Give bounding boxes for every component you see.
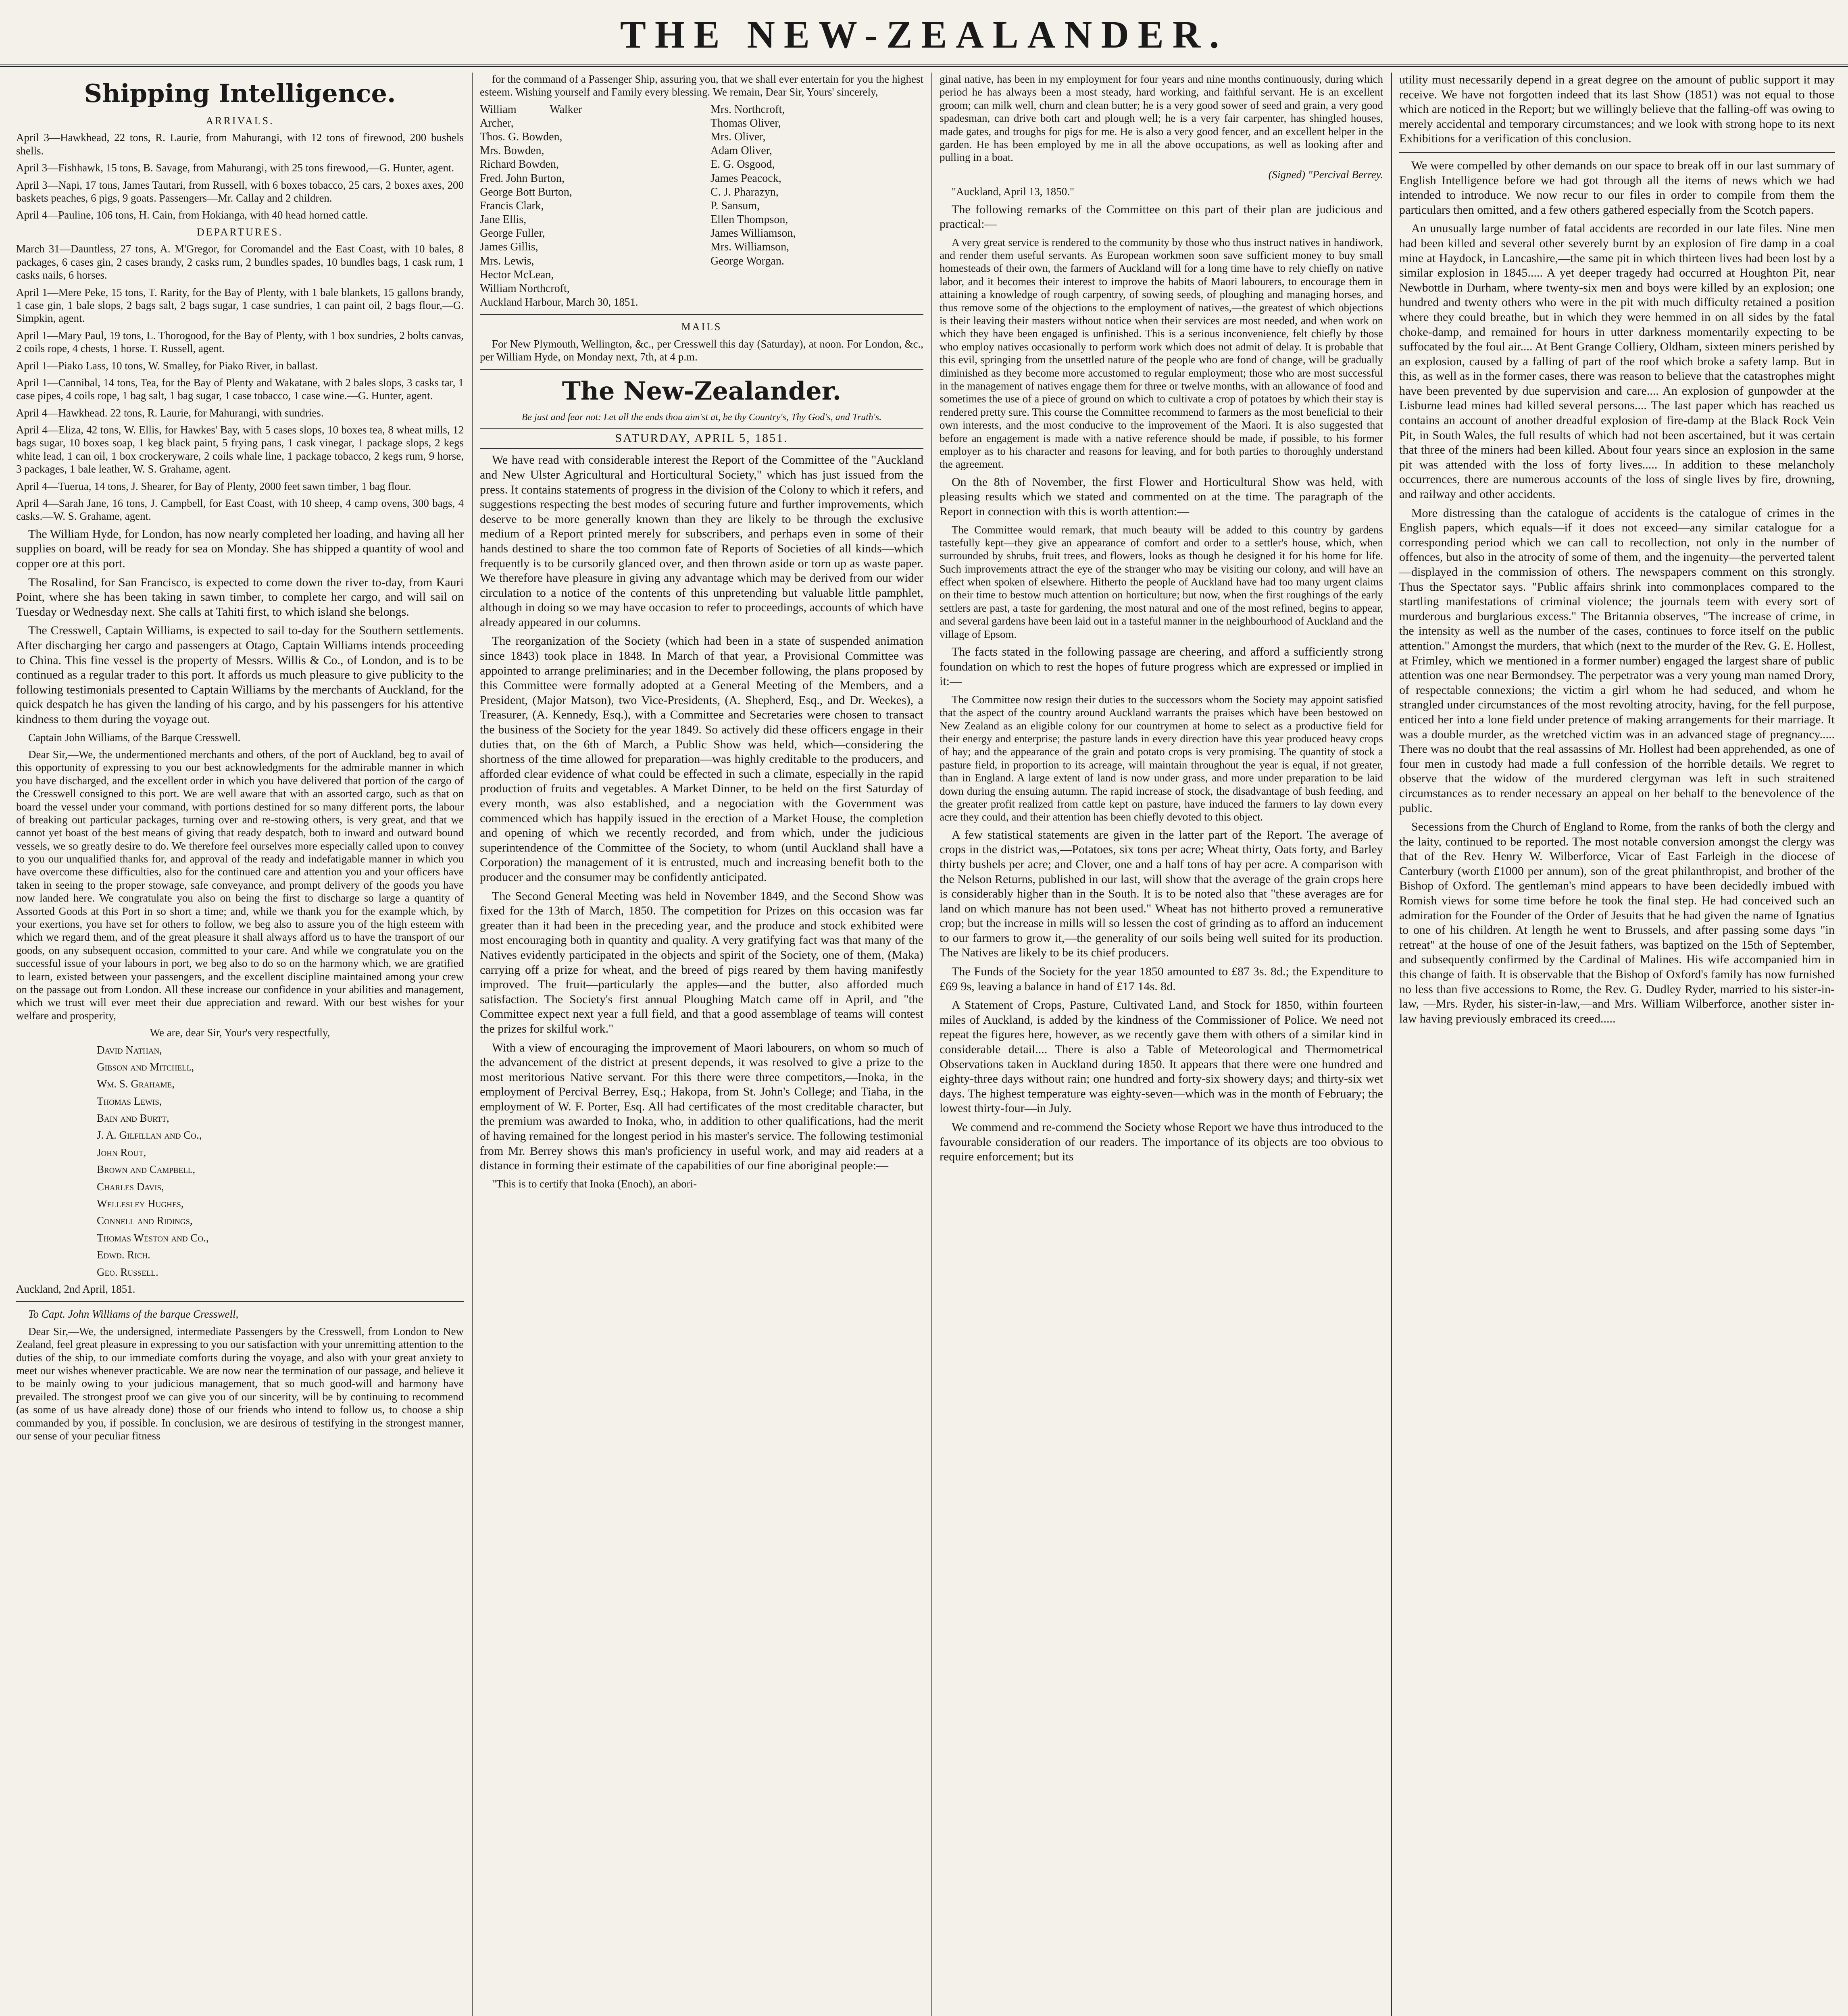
article-paragraph: More distressing than the catalogue of accidents is the catalogue of crimes in the English papers, which equals—if it does not exceed—any similar catalogue for a corresponding period which we can call to recollection, not only in the number of offences, but also in the atrocity of some of them, and the ingenuity—the perverted talent—displayed in the commission of others. The newspapers comment on this strongly. Thus the Spectator says. "Public affairs shrink into commonplaces compared to the startling manifestations of criminal violence; the journals teem with every sort of murderous and burglarious excess." The Britannia observes, "The increase of crime, in the intensity as well as the number of the cases, continues to force itself on the public attention." Amongst the murders, that which (next to the murder of the Rev. G. E. Hollest, at Frimley, which we mentioned in a former number) engaged the largest share of public attention was one near Bermondsey. The perpetrator was a very young man named Drory, of respectable connexions; the victim a girl whom he had seduced, and whom he strangled under circumstances of the most revolting atrocity, having, for the fell purpose, enticed her into a lone field under pretence of making arrangements for their marriage. It was a double murder, as the wretched victim was in an advanced stage of pregnancy..... There was no doubt that the real assassins of Mr. Hollest had been apprehended, as one of four men in custody had made a full confession of the horrible details. We regret to observe that the widow of the murdered clergyman was left in such straitened circumstances as to render necessary an appeal on her behalf to the benevolence of the public. xyxy=(1399,506,1835,815)
passenger-name: George Bott Burton, xyxy=(480,185,572,198)
signer: Geo. Russell. xyxy=(97,1266,158,1278)
departure-item: April 4—Tuerua, 14 tons, J. Shearer, for Bay of Plenty, 2000 feet sawn timber, 1 bag flour. xyxy=(16,480,411,492)
editorial-paragraph: We have read with considerable interest the Report of the Committee of the "Auckland and New Ulster Agricultural and Horticultural Society," which has just issued from the press. It contains statements of progress in the division of the Colony to which it refers, and suggestions respecting the best modes of securing future and further improvements, which deserve to be more generally known than they are likely to be through the exclusive medium of a Report printed merely for subscribers, and perhaps even in some of their hands destined to share the too common fate of Reports of Societies of all kinds—which frequently is to be cursorily glanced over, and then thrown aside or torn up as waste paper. We therefore have pleasure in giving any advantage which may be derived from our wider circulation to a notice of the contents of this unpretending but valuable little pamphlet, although in doing so we may have occasion to refer to proceedings, accounts of which have already appeared in our columns. xyxy=(480,453,923,629)
signer: Brown and Campbell, xyxy=(97,1163,196,1176)
passenger-name: Adam Oliver, xyxy=(710,144,772,157)
paper-title: The New-Zealander. xyxy=(562,376,842,406)
passenger-name: Mrs. Williamson, xyxy=(710,241,790,254)
passenger-name: George Fuller, xyxy=(480,227,545,240)
testimonial-date: "Auckland, April 13, 1850." xyxy=(952,185,1075,198)
column-1 xyxy=(16,73,464,2016)
editorial-paragraph: "This is to certify that Inoka (Enoch), an abori- xyxy=(492,1177,697,1190)
testimonial-signature: (Signed) "Percival Berrey. xyxy=(1268,168,1383,181)
article-paragraph: We were compelled by other demands on our space to break off in our last summary of English Intelligence before we had got through all the items of news which we had intended to introduce. We now recur to our files in order to compile from them the particulars then omitted, and a few others gathered especially from the Scotch papers. xyxy=(1399,158,1835,217)
passenger-name: Fred. John Burton, xyxy=(480,172,565,185)
signer: Charles Davis, xyxy=(97,1180,164,1193)
signers-list xyxy=(16,1043,464,1279)
dateline: SATURDAY, APRIL 5, 1851. xyxy=(480,428,923,449)
column-2 xyxy=(480,73,923,2016)
letter-continuation: for the command of a Passenger Ship, assuring you, that we shall ever entertain for you the highest esteem. Wishing yourself and Family every blessing. We remain, Dear Sir, Yours' sincerely, xyxy=(480,73,923,98)
signer: Edwd. Rich. xyxy=(97,1249,150,1261)
passenger-name: Thomas Oliver, xyxy=(710,117,781,129)
departure-item: April 1—Mary Paul, 19 tons, L. Thorogood, for the Bay of Plenty, with 1 box sundries, 2 bolts canvas, 2 coils rope, 4 chests, 1 horse. T. Russell, agent. xyxy=(16,329,464,355)
signer: Thomas Weston and Co., xyxy=(97,1231,209,1244)
names-left xyxy=(480,103,693,296)
passenger-name: Richard Bowden, xyxy=(480,158,559,171)
editorial-paragraph: The Second General Meeting was held in November 1849, and the Second Show was fixed for the 13th of March, 1850. The competition for Prizes on this occasion was far greater than it had been in the preceding year, and the produce and stock exhibited were most encouraging both in quantity and quality. A very gratifying fact was that many of the Natives evidently participated in the objects and spirit of the Society, one of them, (Maka) carrying off a prize for wheat, and the breed of pigs reared by them having manifestly improved. The fruit—particularly the apples—and the butter, also afforded much satisfaction. The Society's first annual Ploughing Match came off in April, and "the Committee expect next year a full field, and that a good assemblage of teams will contest the prizes for skilful work." xyxy=(480,889,923,1035)
shipping-paragraph: The Cresswell, Captain Williams, is expected to sail to-day for the Southern settlements. After discharging her cargo and passengers at Otago, Captain Williams intends proceeding to China. This fine vessel is the property of Messrs. Willis & Co., of London, and is to be continued as a regular trader to this port. It affords us much pleasure to give publicity to the following testimonials presented to Captain Williams by the merchants of Auckland, for the quick despatch he has given the landing of his cargo, and by his passengers for his attentive kindness to them during the voyage out. xyxy=(16,624,464,726)
passenger-name: Ellen Thompson, xyxy=(710,213,788,226)
article-paragraph: The Funds of the Society for the year 1850 amounted to £87 3s. 8d.; the Expenditure to £69 9s, leaving a balance in hand of £17 14s. 8d. xyxy=(940,965,1383,993)
signer: Wellesley Hughes, xyxy=(97,1198,184,1210)
article-paragraph: A few statistical statements are given in the latter part of the Report. The average of crops in the district was,—Potatoes, six tons per acre; Wheat thirty, Oats forty, and Barley thirty bushels per acre; and Clover, one and a half tons of hay per acre. A comparison with the Nelson Returns, published in our last, will show that the average of the grain crops here is considerably higher than in the South. It is to be noted also that "these averages are for land on which manure has not been used." Wheat has not hitherto proved a remunerative crop; but the increase in mills will so lessen the cost of grinding as to afford an inducement to our farmers to grow it,—the generality of our soils being well suited for its production. The Natives are likely to be its chief producers. xyxy=(940,828,1383,960)
arrival-item: April 3—Napi, 17 tons, James Tautari, from Russell, with 6 boxes tobacco, 25 cars, 2 boxes axes, 200 baskets peaches, 6 pigs, 9 goats. Passengers—Mr. Callay and 2 children. xyxy=(16,179,464,204)
signer: John Rout, xyxy=(97,1146,146,1158)
divider xyxy=(1399,152,1835,153)
signer: J. A. Gilfillan and Co., xyxy=(97,1129,202,1141)
motto: Be just and fear not: Let all the ends thou aim'st at, be thy Country's, Thy God's, and Truth's. xyxy=(521,412,882,423)
signer: Thomas Lewis, xyxy=(97,1095,162,1107)
shipping-paragraph: The William Hyde, for London, has now nearly completed her loading, and having all her supplies on board, will be ready for sea on Monday. She has shipped a quantity of wool and copper ore at this port. xyxy=(16,527,464,571)
editorial-paragraph: With a view of encouraging the improvement of Maori labourers, on whom so much of the advancement of the district at present depends, it was resolved to give a prize to the most meritorious Native servant. For this there were three competitors,—Inoka, in the employment of Percival Berrey, Esq.; Hakopa, from St. John's College; and Tiaha, in the employment of W. F. Porter, Esq. All had certificates of the most creditable character, but the premium was awarded to Inoka, who, in addition to other qualifications, had the merit of having remained for the longest period in his master's service. The following testimonial from Mr. Berrey shows this man's proficiency in useful work, and may aid readers at a distance in forming their estimate of the capabilities of our fine aboriginal people:— xyxy=(480,1041,923,1173)
article-paragraph: utility must necessarily depend in a great degree on the amount of public support it may receive. We have not forgotten indeed that its last Show (1851) was not equal to those which are noticed in the Report; but we willingly believe that the falling-off was owing to merely accidental and temporary circumstances; and we look with strong hope to its next Exhibitions for a verification of this conclusion. xyxy=(1399,73,1835,146)
passenger-name: William Walker Archer, xyxy=(480,103,582,129)
departures-list xyxy=(16,242,464,523)
departure-item: April 4—Eliza, 42 tons, W. Ellis, for Hawkes' Bay, with 5 cases slops, 10 boxes tea, 8 wheat mills, 12 bags sugar, 10 boxes soap, 1 keg black paint, 5 frying pans, 1 cask vinegar, 1 package slops, 2 kegs white lead, 1 can oil, 1 box crockeryware, 2 coils whale line, 1 package tobacco, 2 kegs rum, 9 horse, 3 packages, 1 bale leather, W. S. Grahame, agent. xyxy=(16,424,464,475)
passenger-name: Mrs. Lewis, xyxy=(480,254,534,267)
passenger-name: P. Sansum, xyxy=(710,199,760,212)
column-3 xyxy=(940,73,1383,2016)
arrival-item: April 3—Hawkhead, 22 tons, R. Laurie, from Mahurangi, with 12 tons of firewood, 200 bushels shells. xyxy=(16,131,464,157)
article-paragraph: The following remarks of the Committee on this part of their plan are judicious and practical:— xyxy=(940,202,1383,231)
mails-body: For New Plymouth, Wellington, &c., per Cresswell this day (Saturday), at noon. For London, &c., per William Hyde, on Monday next, 7th, at 4 p.m. xyxy=(480,338,923,363)
departures-label: DEPARTURES. xyxy=(196,226,283,238)
article-paragraph: We commend and re-commend the Society whose Report we have thus introduced to the favourable consideration of our readers. The importance of its objects are too obvious to require enforcement; but its xyxy=(940,1120,1383,1164)
passenger-name: James Williamson, xyxy=(710,227,796,240)
article-paragraph: Secessions from the Church of England to Rome, from the ranks of both the clergy and the laity, continued to be reported. The most notable conversion amongst the clergy was that of the Rev. Henry W. Wilberforce, Vicar of East Farleigh in the diocese of Canterbury (worth £1000 per annum), son of the great philanthropist, and brother of the Bishop of Oxford. The gentleman's mind appears to have been decidedly imbued with Romish views for some time before he took the final step. He had conceived such an admiration for the Founder of the Order of Jesuits that he had given the name of Ignatius to one of his children. At length he went to Brussels, and after passing some days "in retreat" at the house of one of the Jesuit fathers, was baptized on the 15th of September, and subsequently confirmed by the Cardinal of Malines. His wife accompanied him in this change of faith. It is observable that the Bishop of Oxford's family has now furnished no less than five accessions to Rome, the Rev. G. Dudley Ryder, married to his sister-in-law, —Mrs. Ryder, his sister-in-law,—and Mrs. William Wilberforce, another sister in-law having previously embraced its creed..... xyxy=(1399,820,1835,1025)
passenger-names xyxy=(480,103,923,296)
editorial-paragraph: The reorganization of the Society (which had been in a state of suspended animation since 1843) took place in 1848. In March of that year, a Provisional Committee was appointed to arrange preliminaries; and in the December following, the plans proposed by this Committee were formally adopted at a General Meeting of the Members, and a President, (Major Matson), two Vice-Presidents, (A. Shepherd, Esq., and Dr. Weekes), a Treasurer, (A. Kennedy, Esq.), with a Committee and Secretaries were chosen to transact the business of the Society for the year 1849. So actively did these officers engage in their duties that, on the 6th of March, a Public Show was held, which—considering the shortness of the time allowed for preparation—was highly creditable to the producers, and afforded clear evidence of what could be effected in such a climate, especially in the rapid production of fruits and vegetables. A Market Dinner, to be held on the first Saturday of every month, was also established, and a negociation with the Government was commenced which has happily issued in the erection of a Market House, the completion and opening of which we recently recorded, and from which, under the judicious superintendence of the Committee of the Society, to whom (until Auckland shall have a Corporation) the management of it is entrusted, much and increasing benefit both to the producer and the consumer may be confidently anticipated. xyxy=(480,634,923,884)
arrival-item: April 4—Pauline, 106 tons, H. Cain, from Hokianga, with 40 head horned cattle. xyxy=(16,209,368,221)
arrival-item: April 3—Fishhawk, 15 tons, B. Savage, from Mahurangi, with 25 tons firewood,—G. Hunter, agent. xyxy=(16,162,454,174)
letter-close: We are, dear Sir, Your's very respectfully, xyxy=(150,1027,330,1039)
passenger-name: Thos. G. Bowden, xyxy=(480,131,563,144)
passenger-name: James Gillis, xyxy=(480,241,538,254)
passenger-name: Jane Ellis, xyxy=(480,213,527,226)
passenger-name: James Peacock, xyxy=(710,172,781,185)
passenger-name: Mrs. Northcroft, xyxy=(710,103,785,116)
arrivals-label: ARRIVALS. xyxy=(206,115,274,127)
column-rule xyxy=(472,73,473,2016)
passenger-name: George Worgan. xyxy=(710,254,784,267)
divider xyxy=(480,369,923,370)
letter-salutation: Captain John Williams, of the Barque Cresswell. xyxy=(28,731,241,744)
article-paragraph: On the 8th of November, the first Flower and Horticultural Show was held, with pleasing results which we stated and commented on at the time. The paragraph of the Report in connection with this is worth attention:— xyxy=(940,475,1383,518)
letter-body: Dear Sir,—We, the undersigned, intermediate Passengers by the Cresswell, from London to New Zealand, feel great pleasure in expressing to you our satisfaction with your unremitting attention to the duties of the ship, to our immediate comforts during the voyage, and also with your great anxiety to meet our wishes whenever practicable. We are now near the termination of our passage, and believe it to be mainly owing to your judicious management, that so much good-will and harmony have prevailed. The strongest proof we can give you of our sincerity, will be by continuing to recommend (as some of us have already done) those of our friends who intend to follow us, to choose a ship commanded by you, if possible. In conclusion, we are desirous of testifying in the strongest manner, our sense of your peculiar fitness xyxy=(16,1325,464,1442)
divider xyxy=(16,1301,464,1302)
signer: David Nathan, xyxy=(97,1043,162,1056)
departure-item: April 4—Hawkhead. 22 tons, R. Laurie, for Mahurangi, with sundries. xyxy=(16,406,324,419)
passenger-name: C. J. Pharazyn, xyxy=(710,185,779,198)
signer: Wm. S. Grahame, xyxy=(97,1078,175,1090)
article-paragraph: A Statement of Crops, Pasture, Cultivated Land, and Stock for 1850, within fourteen miles of Auckland, is added by the kindness of the Commissioner of Police. We need not repeat the figures here, however, as we recently gave them with others of a similar kind in considerable detail.... There is also a Table of Meteorological and Thermometrical Observations taken in Auckland during 1850. It appears that there were one hundred and eighty-three days without rain; one hundred and forty-six showery days; and thirty-six wet days. The highest temperature was eighty-seven—which was in the month of February; the lowest thirty-four—in July. xyxy=(940,998,1383,1115)
article-paragraph: An unusually large number of fatal accidents are recorded in our late files. Nine men had been killed and several other severely burnt by an explosion of fire damp in a coal mine at Haydock, in Lancashire,—the same pit in which thirteen lives had been lost by a similar explosion in 1845..... A yet deeper tragedy had occurred at Houghton Pit, near Newbottle in Durham, where twenty-six men and boys were killed by an explosion; one hundred and twenty others who were in the pit with much difficulty retained a position where they could breathe, but in which they were hemmed in on all sides by the fatal choke-damp, and remained for hours in utter darkness momentarily expecting to be suffocated by the foul air.... At Bent Grange Colliery, Oldham, sixteen miners perished by an explosion, caused by a falling of part of the roof which broke a safety lamp. But in this, as well as in the former cases, there was reason to believe that the catastrophes might have been prevented by due supervision and care.... An explosion of gunpowder at the Lisburne lead mines had killed several persons.... The last paper which has reached us contains an account of another dreadful explosion of fire-damp at the Black Rock Vein Pit, in South Wales, the full results of which had not been ascertained, but it was certain that three of the miners had been killed. About four years since an explosion in the same pit was attended with the loss of forty lives..... In addition to these melancholy occurrences, there are numerous accounts of the loss of single lives by fire, drowning, and railway and other accidents. xyxy=(1399,222,1835,501)
mails-heading: MAILS xyxy=(681,321,722,333)
passenger-name: Francis Clark, xyxy=(480,199,544,212)
article-paragraph: The facts stated in the following passage are cheering, and afford a sufficiently strong foundation on which to rest the hopes of future progress which are expressed or implied in it:— xyxy=(940,645,1383,688)
column-rule xyxy=(1391,73,1392,2016)
report-quote: The Committee now resign their duties to the successors whom the Society may appoint satisfied that the aspect of the country around Auckland warrants the praises which have been bestowed on New Zealand as an eligible colony for our countrymen at home to select as a productive field for their energy and enterprise; the pasture lands in every direction have this year produced heavy crops of hay; and the appearance of the grain and potato crops is very promising. The quantity of stock a pasture field, in proportion to its acreage, will maintain throughout the year is equal, if not greater, than in England. A large extent of land is now under grass, and more under preparation to be laid down during the ensuing autumn. The rapid increase of stock, the disadvantage of bush feeding, and the greater profit realized from cattle kept on pasture, have induced the farmers to lay down every acre they could, and their attention has been chiefly devoted to this object. xyxy=(940,693,1383,823)
arrivals-list xyxy=(16,131,464,221)
passenger-name: Mrs. Oliver, xyxy=(710,131,766,144)
departure-item: April 4—Sarah Jane, 16 tons, J. Campbell, for East Coast, with 10 sheep, 4 camp ovens, 300 bags, 4 casks.—W. S. Grahame, agent. xyxy=(16,497,464,523)
signer: Gibson and Mitchell, xyxy=(97,1060,194,1073)
letter-date: Auckland, 2nd April, 1851. xyxy=(16,1283,135,1295)
signer: Connell and Ridings, xyxy=(97,1214,193,1227)
passenger-name: Mrs. Bowden, xyxy=(480,144,544,157)
report-quote: The Committee would remark, that much beauty will be added to this country by gardens tastefully kept—they give an appearance of comfort and order to a settler's house, which, when surrounded by shrubs, fruit trees, and flowers, looks as though he designed it for his home for life. Such improvements attract the eye of the stranger who may be visiting our colony, and will have an effect when spoken of elsewhere. Hitherto the people of Auckland have had too many urgent claims on their time to bestow much attention on horticulture; but now, when the first roughings of the early settlers are past, a taste for gardening, the most natural and one of the most refined, begins to appear, and several gardens have been laid out in a tasteful manner in the neighbourhood of Auckland and the village of Epsom. xyxy=(940,523,1383,640)
letter-salutation: To Capt. John Williams of the barque Cresswell, xyxy=(28,1308,239,1320)
names-right xyxy=(710,103,923,296)
column-4 xyxy=(1399,73,1835,2016)
passenger-name: E. G. Osgood, xyxy=(710,158,775,171)
testimonial: ginal native, has been in my employment for four years and nine months continuously, during which period he has always been a most steady, hard working, and faithful servant. He is an excellent groom; can milk well, churn and clean butter; he is a very good sower of seed and grain, a very good spadesman, can drive both cart and plough well; he is a very fair carpenter, has shingled houses, made gates, and troughs for pigs for me. He is also a very good fencer, and an excellent helper in the garden. He has been employed by me in all the above occupations, as well as looking after and pulling in a boat. xyxy=(940,73,1383,164)
passenger-name: William Northcroft, xyxy=(480,282,570,295)
departure-item: April 1—Cannibal, 14 tons, Tea, for the Bay of Plenty and Wakatane, with 2 bales slops, 3 casks tar, 1 case pipes, 4 coils rope, 1 bag salt, 1 bag sugar, 1 case tobacco, 1 case wine.—G. Hunter, agent. xyxy=(16,376,464,402)
departure-item: April 1—Mere Peke, 15 tons, T. Rarity, for the Bay of Plenty, with 1 bale blankets, 15 gallons brandy, 1 case gin, 1 bale slops, 2 bags salt, 2 bags sugar, 1 case sundries, 1 can paint oil, 2 bags flour,—G. Simpkin, agent. xyxy=(16,286,464,325)
passenger-name: Hector McLean, xyxy=(480,268,554,281)
names-date: Auckland Harbour, March 30, 1851. xyxy=(480,296,638,308)
departure-item: April 1—Piako Lass, 10 tons, W. Smalley, for Piako River, in ballast. xyxy=(16,359,318,372)
divider xyxy=(480,314,923,315)
report-quote: A very great service is rendered to the community by those who thus instruct natives in handiwork, and render them useful servants. As European workmen soon save sufficient money to buy small homesteads of their own, the farmers of Auckland will for a long time have to rely chiefly on native labor, and it becomes their interest to improve the habits of Maori labourers, to encourage them in attaining a knowledge of rough carpentry, of sowing seeds, of ploughing and managing horses, and thus remove some of the objections to the employment of natives,—the greatest of which objections is their leaving their masters without notice when their services are most needed, and when work on which they have been engaged is unfinished. This is a serious inconvenience, felt chiefly by those who employ natives occasionally to perform work which does not admit of delay. It is probable that this evil, springing from the unsettled nature of the people who are fond of change, will be gradually diminished as they become more accustomed to regular employment; those who are most successful in the management of natives engage them for three or twelve months, with an allowance of food and sometimes the use of a piece of ground on which to cultivate a crop of potatoes by which their stay is rendered pretty sure. This course the Committee recommend to farmers as the most beneficial to their own interests, and the most conducive to the improvement of the Maori. It is also suggested that before an engagement is made with a native reference should be made, if possible, to his former employer as to his character and reasons for leaving, and for both parties to thoroughly understand the agreement. xyxy=(940,236,1383,471)
column-rule xyxy=(931,73,932,2016)
signer: Bain and Burtt, xyxy=(97,1112,169,1125)
letter-body: Dear Sir,—We, the undermentioned merchants and others, of the port of Auckland, beg to avail of this opportunity of expressing to you our best acknowledgments for the admirable manner in which you have discharged, and the excellent order in which you have delivered that portion of the cargo of the Cresswell consigned to this port. We are well aware that with an assorted cargo, such as that on board the vessel under your command, with portions destined for so many different ports, the labour of breaking out particular packages, turning over and re-stowing others, is very great, and that we cannot yet boast of the best means of giving that ready despatch, both to inward and outward bound vessels, we so greatly desire to do. We therefore feel ourselves more especially called upon to convey to you our unqualified thanks for, and approval of the ready and indefatigable manner in which you have overcome these difficulties, also for the continued care and attention you and your officers have taken in seeing to the proper stowage, safe conveyance, and prompt delivery of the goods you have now landed here. We congratulate you also on being the first to discharge so large a quantity of Assorted Goods at this Port in so short a time; and, while we thank you for the example which, by your exertions, you have set for others to follow, we beg also to assure you of the high esteem with which we regard them, and of the great pleasure it shall always afford us to have the transport of our goods, on any subsequent occasion, committed to your care. And while we congratulate you on the successful issue of your labours in port, we beg also to do so on the harmony which, we are gratified to learn, existed between your passengers, and the excellent discipline maintained among your crew on the passage out from London. All these increase our confidence in your abilities and management, which we trust will ever meet their due appreciation and reward. With our best wishes for your welfare and prosperity, xyxy=(16,748,464,1022)
masthead: THE NEW-ZEALANDER. xyxy=(0,12,1848,67)
shipping-paragraph: The Rosalind, for San Francisco, is expected to come down the river to-day, from Kauri Point, where she has been taking in sawn timber, to complete her cargo, and will sail on Tuesday or Wednesday next. She calls at Tahiti first, to which island she belongs. xyxy=(16,575,464,619)
shipping-heading: Shipping Intelligence. xyxy=(84,79,396,108)
departure-item: March 31—Dauntless, 27 tons, A. M'Gregor, for Coromandel and the East Coast, with 10 bales, 8 packages, 6 cases gin, 2 cases brandy, 2 casks rum, 2 bundles spades, 10 bundles bags, 1 cask rum, 1 casks nails, 6 horses. xyxy=(16,243,464,281)
